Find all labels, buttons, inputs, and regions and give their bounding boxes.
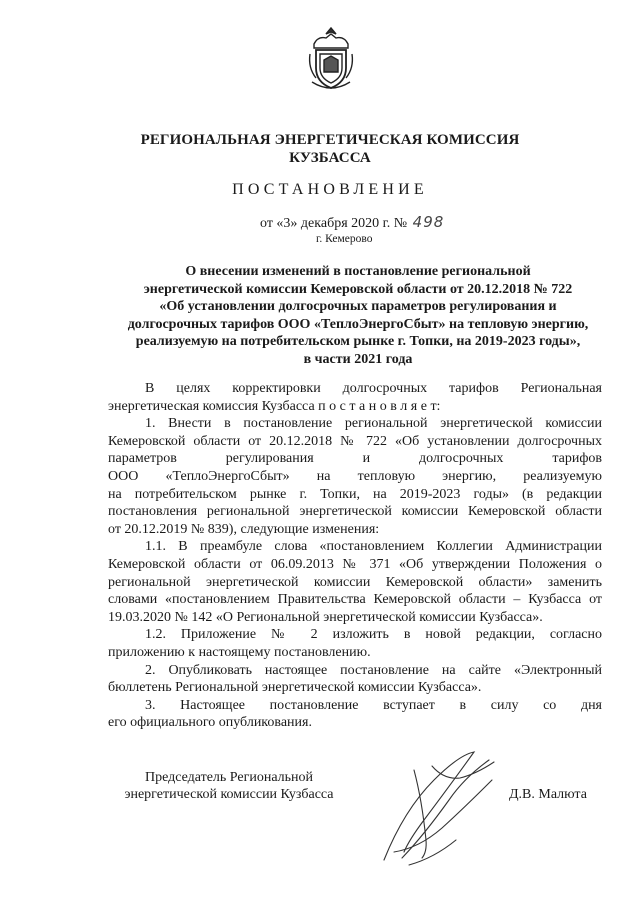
signatory-position [118,769,340,803]
body-line: его официального опубликования. [108,715,312,731]
body-line: параметров регулирования и долгосрочных тарифов [108,451,602,467]
body-line: бюллетень Региональной энергетической комиссии Кузбасса». [108,680,482,696]
signatory-name: Д.В. Малюта [509,787,587,802]
body-line: Кемеровской области от 20.12.2018 № 722 «Об установлении долгосрочных [108,433,602,449]
body-line: на потребительском рынке г. Топки, на 2019-2023 годы» (в редакции [108,486,602,502]
handwritten-signature [364,740,504,880]
body-line: Кемеровской области от 06.09.2013 № 371 «Об утверждении Положения о [108,556,602,572]
body-line: В целях корректировки долгосрочных тарифов Региональная [145,381,602,396]
body-line: ООО «ТеплоЭнергоСбыт» на тепловую энергию, реализуемую [108,468,602,484]
subject-line: в части 2021 года [303,351,413,367]
body-line: 19.03.2020 № 142 «О Региональной энергетической комиссии Кузбасса». [108,609,543,625]
document-type: ПОСТАНОВЛЕНИЕ [232,181,428,198]
body-line: от 20.12.2019 № 839), следующие изменения: [108,521,380,537]
signatory-position-line: энергетической комиссии Кузбасса [124,787,334,802]
document-city: г. Кемерово [316,233,373,245]
subject-line: О внесении изменений в постановление региональной [185,264,531,279]
body-line: постановления региональной энергетической комиссии Кемеровской области [108,504,602,520]
body-line: словами «постановлением Правительства Кемеровской области – Кузбасса от [108,592,602,608]
document-body [108,380,602,732]
subject-line: реализуемую на потребительском рынке г. Топки, на 2019-2023 годы», [135,334,581,349]
body-line: региональной энергетической комиссии Кемеровской области» заменить [108,574,602,590]
coat-of-arms-icon [304,24,358,92]
body-line: 3. Настоящее постановление вступает в силу со дня [145,697,602,713]
body-line: 1.2. Приложение № 2 изложить в новой редакции, согласно [145,627,602,643]
organization-name: РЕГИОНАЛЬНАЯ ЭНЕРГЕТИЧЕСКАЯ КОМИССИЯ КУЗБАССА [140,132,520,166]
document-date-line [260,214,444,232]
signatory-position-line: Председатель Региональной [144,770,314,785]
subject-line: «Об установлении долгосрочных параметров регулирования и [159,299,557,314]
body-line: 1.1. В преамбуле слова «постановлением Коллегии Администрации [145,539,602,555]
document-date: от «3» декабря 2020 г. № [260,216,408,231]
subject-line: долгосрочных тарифов ООО «ТеплоЭнергоСбыт» на тепловую энергию, [127,316,589,332]
document-number: 498 [412,213,445,231]
subject-line: энергетической комиссии Кемеровской области от 20.12.2018 № 722 [143,281,573,297]
body-line: 1. Внести в постановление региональной энергетической комиссии [145,416,602,432]
body-line: приложению к настоящему постановлению. [108,644,371,660]
body-line: 2. Опубликовать настоящее постановление на сайте «Электронный [145,662,602,678]
document-subject [108,263,608,368]
body-line: энергетическая комиссия Кузбасса п о с т а н о в л я е т: [108,398,441,414]
